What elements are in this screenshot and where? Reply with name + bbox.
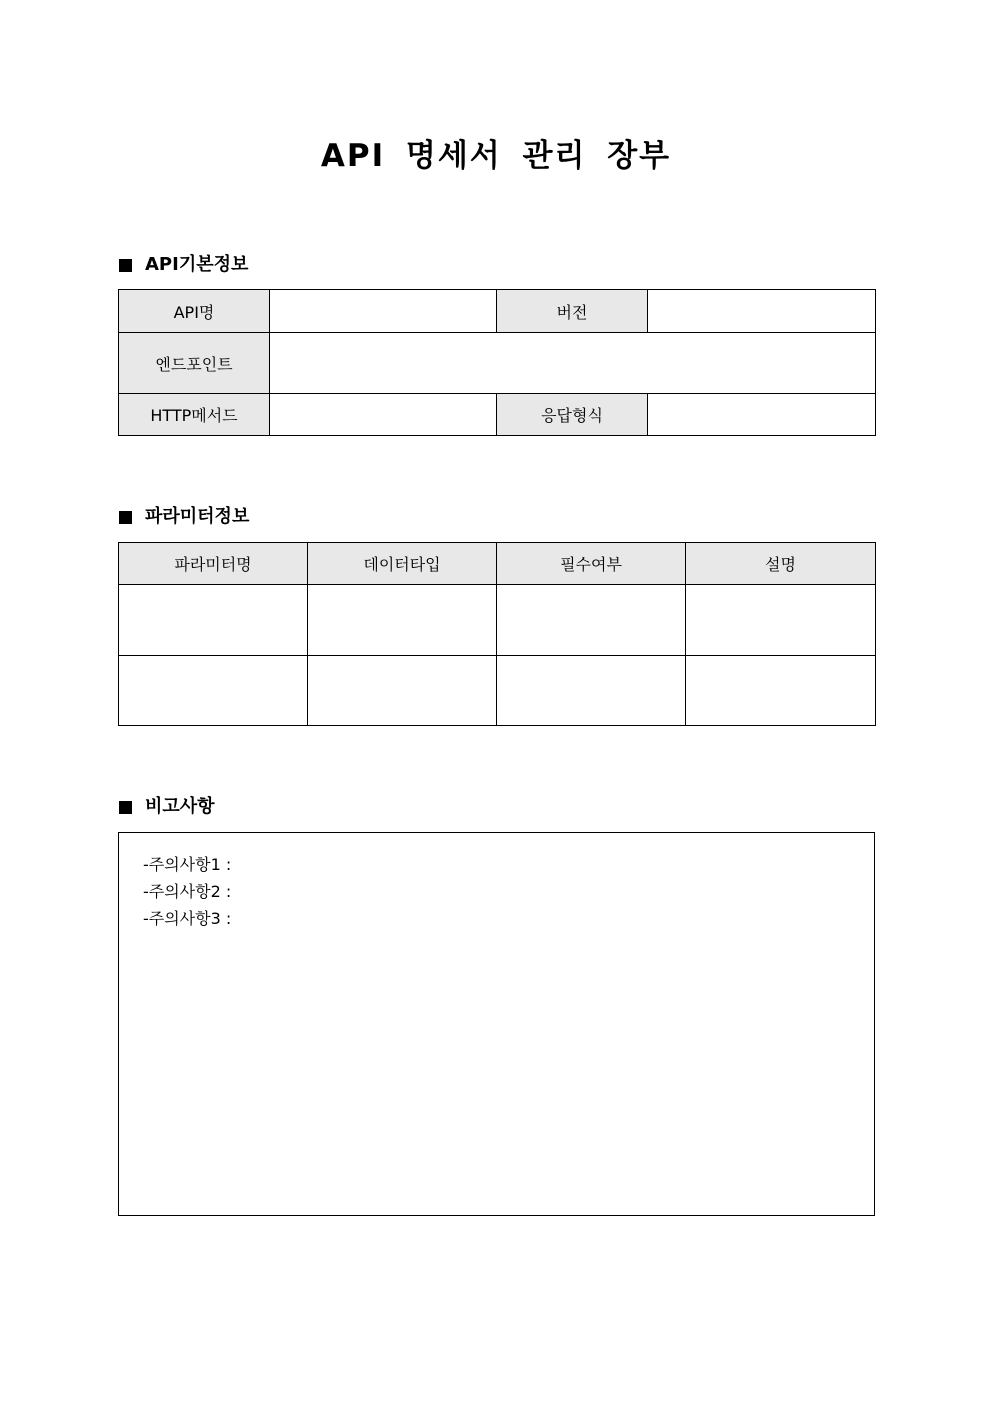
notes-list	[143, 851, 231, 932]
endpoint-field[interactable]	[270, 333, 876, 394]
required-cell[interactable]	[497, 656, 686, 726]
square-bullet-icon	[119, 801, 132, 814]
param-name-cell[interactable]	[119, 656, 308, 726]
section-heading-label: API기본정보	[145, 254, 249, 275]
param-name-cell[interactable]	[119, 585, 308, 656]
table-row	[119, 290, 876, 333]
description-cell[interactable]	[686, 585, 876, 656]
params-table	[118, 542, 876, 726]
note-item-2: -주의사항2 :	[143, 882, 232, 901]
column-header-description: 설명	[686, 543, 876, 585]
table-row	[119, 585, 876, 656]
http-method-label: HTTP메서드	[119, 394, 270, 436]
endpoint-label: 엔드포인트	[119, 333, 270, 394]
description-cell[interactable]	[686, 656, 876, 726]
data-type-cell[interactable]	[308, 656, 497, 726]
table-row	[119, 394, 876, 436]
version-field[interactable]	[648, 290, 876, 333]
section-heading-label: 비고사항	[145, 796, 215, 817]
notes-box[interactable]	[118, 832, 875, 1216]
response-format-field[interactable]	[648, 394, 876, 436]
column-header-param-name: 파라미터명	[119, 543, 308, 585]
required-cell[interactable]	[497, 585, 686, 656]
section-heading-params	[119, 505, 249, 529]
api-name-label: API명	[119, 290, 270, 333]
table-header-row	[119, 543, 876, 585]
version-label: 버전	[497, 290, 648, 333]
note-item-1: -주의사항1 :	[143, 855, 232, 874]
section-heading-basic-info	[119, 253, 248, 277]
api-name-field[interactable]	[270, 290, 497, 333]
response-format-label: 응답형식	[497, 394, 648, 436]
note-item-3: -주의사항3 :	[143, 909, 232, 928]
table-row	[119, 656, 876, 726]
section-heading-label: 파라미터정보	[145, 506, 250, 527]
http-method-field[interactable]	[270, 394, 497, 436]
square-bullet-icon	[119, 259, 132, 272]
square-bullet-icon	[119, 511, 132, 524]
section-heading-notes	[119, 795, 215, 819]
column-header-data-type: 데이터타입	[308, 543, 497, 585]
table-row	[119, 333, 876, 394]
column-header-required: 필수여부	[497, 543, 686, 585]
page-title: API 명세서 관리 장부	[320, 138, 672, 174]
data-type-cell[interactable]	[308, 585, 497, 656]
basic-info-table	[118, 289, 876, 436]
